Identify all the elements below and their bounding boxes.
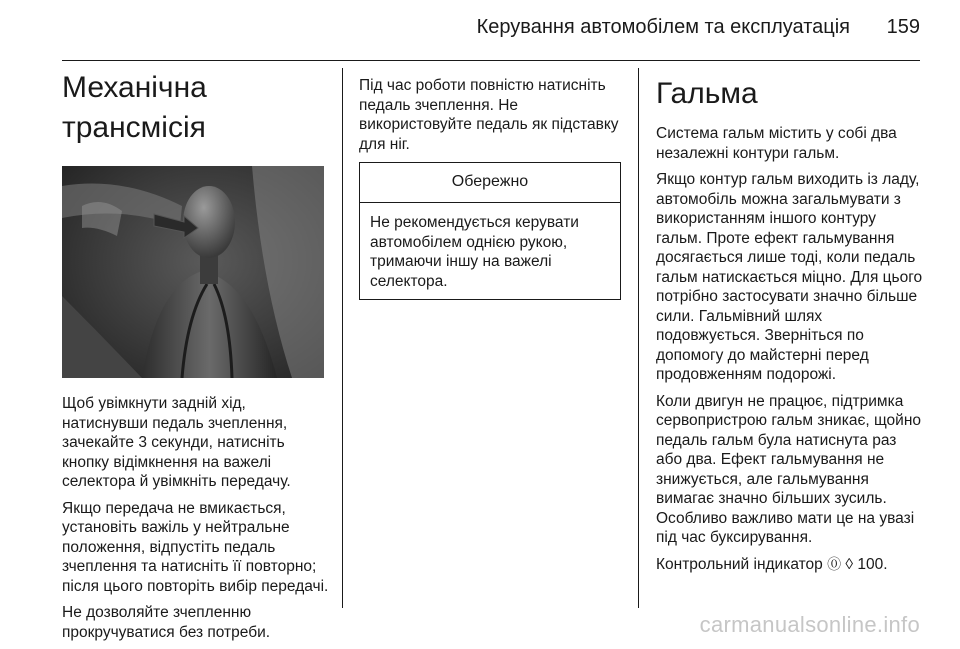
column-divider: [638, 68, 639, 608]
gear-lever-illustration: [62, 166, 324, 378]
column-divider: [342, 68, 343, 608]
page-reference-icon[interactable]: ◊: [845, 555, 854, 573]
caution-text: Не рекомендується керувати автомобілем однією рукою, тримаючи іншу на важелі селектора.: [370, 214, 579, 290]
col3-paragraph: Коли двигун не працює, підтримка сервопристрою гальм зникає, щойно педаль гальм була натиснута раз або два. Ефект гальмування не знижується, але гальмування вимагає значно більших зусиль. Особливо важливо мати це на увазі під час буксирування.: [656, 392, 922, 546]
col3-paragraph: Якщо контур гальм виходить із ладу, автомобіль можна загальмувати з використанням іншого контуру гальм. Проте ефект гальмування досягається лише тоді, коли педаль гальм натискається міцно. Для цього потрібно застосувати значно більше сили. Гальмівний шлях подовжується. Зверніться по допомогу до майстерні перед продовженням подорожі.: [656, 171, 923, 383]
col1-paragraph: Якщо передача не вмикається, установіть важіль у нейтральне положення, відпустіть педаль зчеплення та натисніть її повторно; після цього повторіть вибір передачі.: [62, 499, 329, 595]
indicator-label: Контрольний індикатор: [656, 555, 823, 573]
col2-intro: Під час роботи повністю натисніть педаль зчеплення. Не використовуйте педаль як підставку для ніг.: [359, 77, 619, 153]
column-brakes: [656, 68, 924, 581]
caution-body: [360, 203, 620, 299]
caution-title: Обережно: [360, 163, 620, 203]
heading-brakes: Гальма: [656, 77, 758, 110]
brake-warning-icon: ⓪: [827, 555, 842, 572]
indicator-line: [656, 555, 924, 575]
page-reference-link[interactable]: 100.: [857, 555, 888, 573]
page-number: 159: [886, 16, 920, 38]
col1-paragraph: Щоб увімкнути задній хід, натиснувши педаль зчеплення, зачекайте 3 секунди, натисніть кнопку відімкнення на важелі селектора й увімкніть передачу.: [62, 395, 291, 490]
heading-manual-transmission: Механічна трансмісія: [62, 71, 207, 144]
caution-box: [359, 162, 621, 300]
page-header: [62, 14, 920, 46]
column-manual-transmission: [62, 68, 330, 649]
gear-lever-photo: [62, 166, 324, 378]
header-divider: [62, 60, 920, 61]
col3-paragraph: Система гальм містить у собі два незалежні контури гальм.: [656, 125, 897, 162]
watermark: carmanualsonline.info: [699, 612, 920, 637]
section-title: Керування автомобілем та експлуатація: [476, 16, 850, 38]
col1-paragraph: Не дозволяйте зчепленню прокручуватися без потреби.: [62, 604, 271, 641]
column-clutch-notes: [359, 68, 621, 300]
